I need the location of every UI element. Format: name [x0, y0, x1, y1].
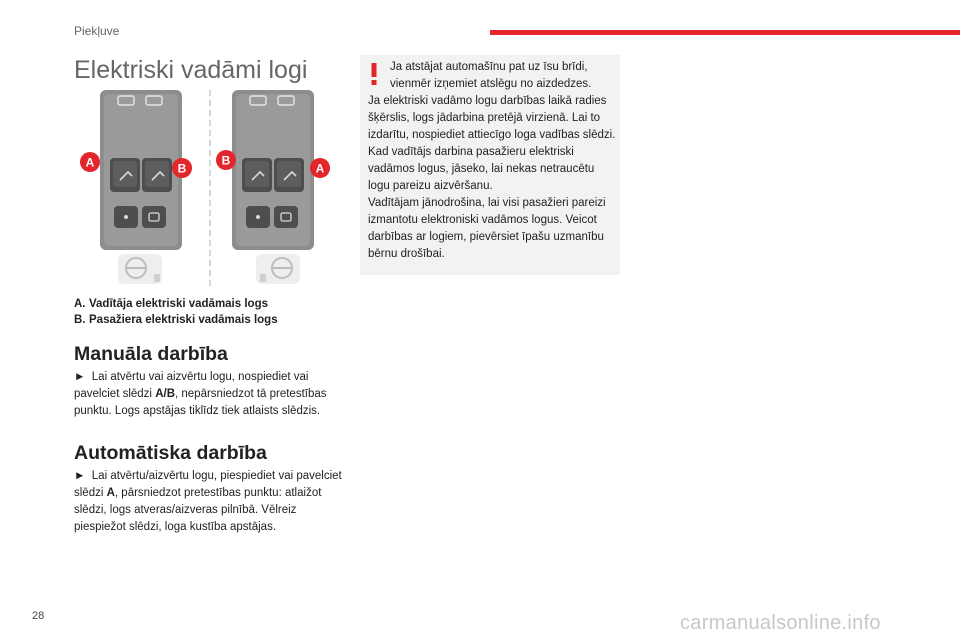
warning-paragraph: Ja elektriski vadāmo logu darbības laikā radies šķērslis, logs jādarbina pretējā virzienā. Lai to izdarītu, nospiediet attiecīgo loga vadības slēdzi.	[368, 95, 616, 141]
watermark: carmanualsonline.info	[680, 612, 881, 634]
legend-key: B.	[74, 314, 86, 326]
legend-text: Vadītāja elektriski vadāmais logs	[89, 298, 268, 310]
section-header: Piekļuve	[74, 24, 120, 38]
label-b-right: B	[221, 153, 231, 168]
warning-paragraph: Vadītājam jānodrošina, lai visi pasažieri pareizi izmantotu elektroniski vadāmos logus. Veicot darbības ar logiem, pievērsiet īpašu uzmanību bērnu drošībai.	[368, 197, 606, 260]
warning-text	[368, 59, 618, 263]
manual-paragraph: ► Lai atvērtu vai aizvērtu logu, nospiediet vai pavelciet slēdzi A/B, nepārsniedzot tā pretestības punktu. Logs apstājas tiklīdz tiek atlaists slēdzis.	[74, 371, 327, 417]
header-accent-bar	[490, 30, 960, 35]
warning-first: Ja atstājat automašīnu pat uz īsu brīdi, vienmēr izņemiet atslēgu no aizdedzes.	[390, 61, 592, 90]
switch-reference: A	[106, 487, 115, 499]
legend-item	[74, 312, 278, 328]
label-a-right: A	[315, 161, 325, 176]
automatic-heading: Automātiska darbība	[74, 442, 267, 464]
manual-heading: Manuāla darbība	[74, 343, 228, 365]
passenger-switch-panel	[216, 90, 330, 284]
steering-wheel-icon	[118, 254, 162, 284]
legend-item	[74, 296, 278, 312]
label-b-left: B	[177, 161, 187, 176]
illustration-legend	[74, 296, 278, 328]
warning-paragraph: Kad vadītājs darbina pasažieru elektriski vadāmos logus, jāseko, lai nekas netraucētu logu pareizu aizvēršanu.	[368, 146, 595, 192]
page-title: Elektriski vadāmi logi	[74, 56, 308, 84]
warning-box	[360, 55, 620, 275]
driver-switch-panel	[80, 90, 192, 284]
legend-text: Pasažiera elektriski vadāmais logs	[89, 314, 278, 326]
steering-wheel-icon-right	[256, 254, 300, 284]
switch-reference: A/B	[155, 388, 175, 400]
label-a-left: A	[85, 155, 95, 170]
legend-key: A.	[74, 298, 86, 310]
bullet-arrow-icon: ►	[74, 371, 86, 383]
window-switch-illustration	[80, 88, 340, 292]
automatic-paragraph: ► Lai atvērtu/aizvērtu logu, piespiediet vai pavelciet slēdzi A, pārsniedzot pretestības punktu: atlaižot slēdzi, logs atveras/aizveras pilnībā. Vēlreiz piespiežot slēdzi, loga kustība apstājas.	[74, 470, 342, 533]
page-number: 28	[32, 610, 45, 622]
bullet-arrow-icon: ►	[74, 470, 86, 482]
